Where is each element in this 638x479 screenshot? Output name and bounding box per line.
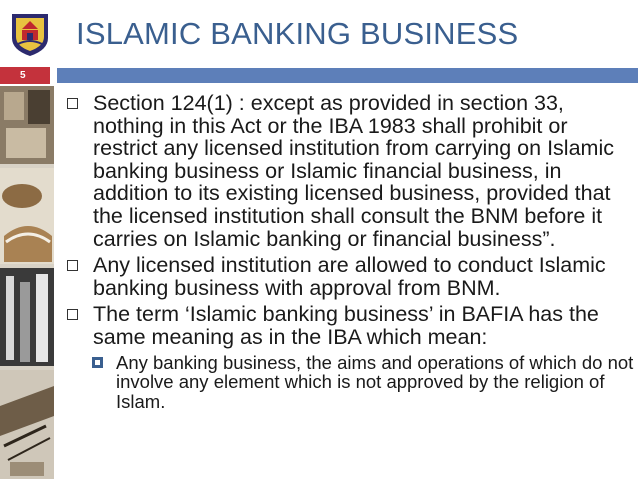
bullet-item [66,254,634,299]
decorative-photo-strip [0,86,54,479]
bullet-item [66,92,634,250]
checkbox-bullet-icon [67,260,78,271]
slide-content [66,92,634,411]
slide-number: 5 [0,67,50,84]
bullet-text: Any licensed institution are allowed to conduct Islamic banking business with approval from BNM. [93,253,606,300]
bullet-text: The term ‘Islamic banking business’ in BAFIA has the same meaning as in the IBA which mean: [93,302,599,349]
bullet-text: Section 124(1) : except as provided in section 33, nothing in this Act or the IBA 1983 shall prohibit or restrict any licensed institution from carrying on Islamic banking business or Islamic financial business, in addition to its existing licensed business, provided that the licensed institution shall consult the BNM before it carries on Islamic banking or financial business”. [93,91,614,251]
slide-title: ISLAMIC BANKING BUSINESS [76,16,519,51]
checkbox-bullet-icon [67,98,78,109]
title-rule [57,68,638,83]
bullet-item [66,303,634,348]
sub-bullet-item [66,353,634,412]
university-crest-logo [8,10,52,58]
square-bullet-icon [92,357,103,368]
sub-bullet-text: Any banking business, the aims and operations of which do not involve any element which is not approved by the religion of Islam. [116,351,634,412]
checkbox-bullet-icon [67,309,78,320]
